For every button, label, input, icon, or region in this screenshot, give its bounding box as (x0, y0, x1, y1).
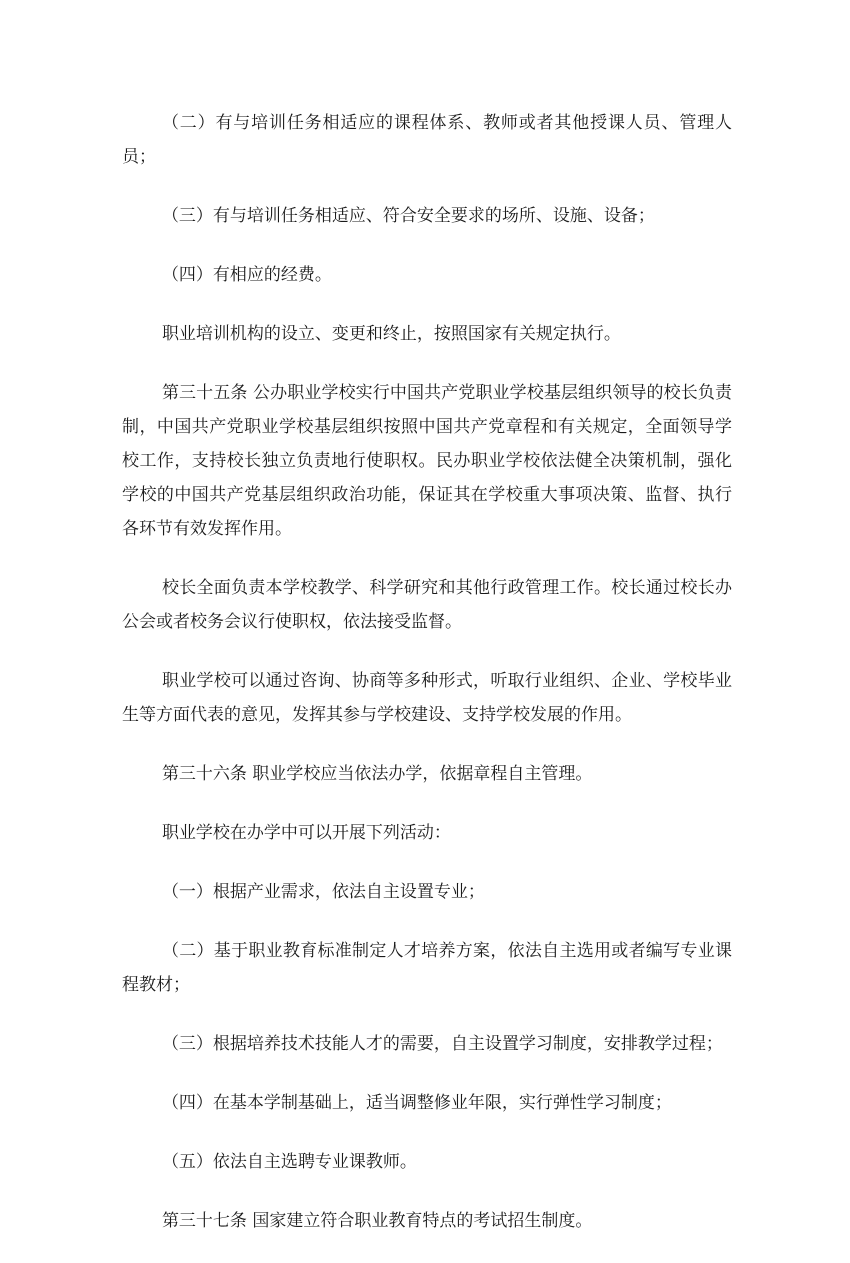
paragraph-activities-intro: 职业学校在办学中可以开展下列活动： (161, 823, 451, 843)
paragraph-article-35: 第三十五条 公办职业学校实行中国共产党职业学校基层组织领导的校长负责制，中国共产党职业学校基层组织按照中国共产党章程和有关规定，全面领导学校工作，支持校长独立负责地行使职权。民办职业学校依法健全决策机制，强化学校的中国共产党基层组织政治功能，保证其在学校重大事项决策、监督、执行各环节有效发挥作用。 (122, 383, 732, 539)
paragraph-principal-duties: 校长全面负责本学校教学、科学研究和其他行政管理工作。校长通过校长办公会或者校务会议行使职权，依法接受监督。 (122, 578, 732, 632)
paragraph-consultation: 职业学校可以通过咨询、协商等多种形式，听取行业组织、企业、学校毕业生等方面代表的意见，发挥其参与学校建设、支持学校发展的作用。 (122, 671, 732, 725)
paragraph-item-3: （三）有与培训任务相适应、符合安全要求的场所、设施、设备； (161, 206, 655, 226)
paragraph-activity-3: （三）根据培养技术技能人才的需要，自主设置学习制度，安排教学过程； (161, 1034, 723, 1054)
document-body (122, 106, 732, 1263)
paragraph-item-4: （四）有相应的经费。 (161, 265, 332, 285)
paragraph-training-institution: 职业培训机构的设立、变更和终止，按照国家有关规定执行。 (161, 324, 621, 344)
paragraph-activity-5: （五）依法自主选聘专业课教师。 (161, 1152, 417, 1172)
paragraph-activity-2: （二）基于职业教育标准制定人才培养方案，依法自主选用或者编写专业课程教材； (122, 941, 732, 995)
paragraph-item-2: （二）有与培训任务相适应的课程体系、教师或者其他授课人员、管理人员； (122, 113, 732, 167)
paragraph-activity-1: （一）根据产业需求，依法自主设置专业； (161, 882, 485, 902)
paragraph-article-36: 第三十六条 职业学校应当依法办学，依据章程自主管理。 (161, 764, 593, 784)
paragraph-article-37: 第三十七条 国家建立符合职业教育特点的考试招生制度。 (161, 1211, 593, 1231)
paragraph-activity-4: （四）在基本学制基础上，适当调整修业年限，实行弹性学习制度； (161, 1093, 672, 1113)
